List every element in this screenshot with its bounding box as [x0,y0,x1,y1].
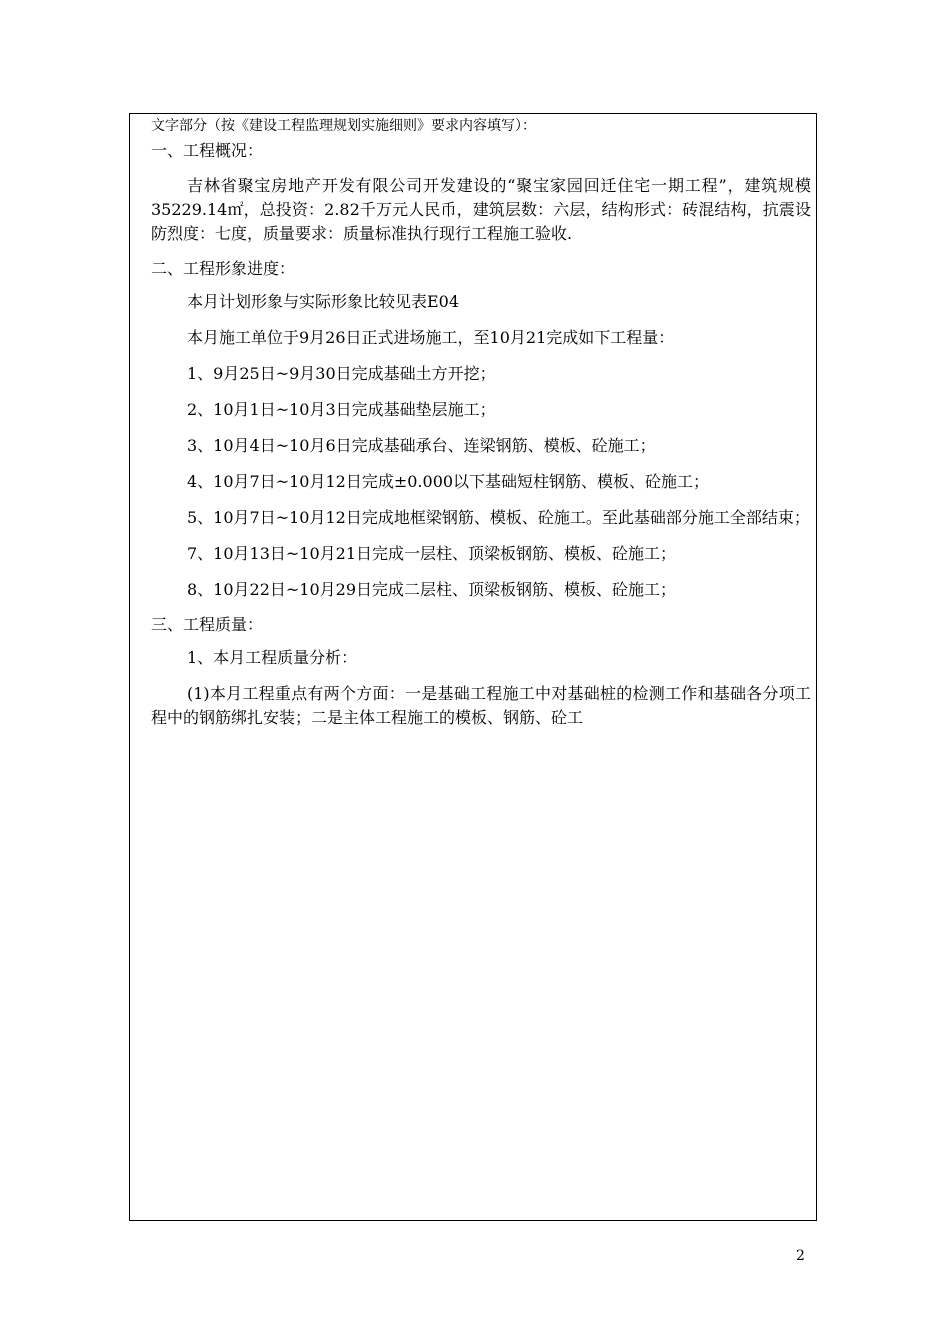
progress-item: 8、10月22日~10月29日完成二层柱、顶梁板钢筋、模板、砼施工； [187,580,677,599]
document-body [151,116,811,730]
progress-item: 3、10月4日~10月6日完成基础承台、连梁钢筋、模板、砼施工； [187,436,656,455]
page-number: 2 [796,1248,805,1264]
intro-line: 文字部分（按《建设工程监理规划实施细则》要求内容填写）： [151,118,536,134]
section-heading-progress: 二、工程形象进度： [151,259,296,278]
progress-compare-line: 本月计划形象与实际形象比较见表E04 [187,292,460,311]
section-heading-quality: 三、工程质量： [151,615,264,634]
quality-subheading: 1、本月工程质量分析： [187,648,358,667]
quality-paragraph: (1)本月工程重点有两个方面：一是基础工程施工中对基础桩的检测工作和基础各分项工程中的钢筋绑扎安装；二是主体工程施工的模板、钢筋、砼工 [151,684,811,727]
progress-item: 5、10月7日~10月12日完成地框梁钢筋、模板、砼施工。至此基础部分施工全部结束； [187,508,810,527]
progress-item: 1、9月25日~9月30日完成基础土方开挖； [187,364,496,383]
progress-item: 7、10月13日~10月21日完成一层柱、顶梁板钢筋、模板、砼施工； [187,544,677,563]
section-heading-overview: 一、工程概况： [151,141,264,160]
overview-paragraph: 吉林省聚宝房地产开发有限公司开发建设的“聚宝家园回迁住宅一期工程”，建筑规模35229.14㎡，总投资：2.82千万元人民币，建筑层数：六层，结构形式：砖混结构，抗震设防烈度：七度，质量要求：质量标准执行现行工程施工验收. [151,176,811,243]
progress-item: 2、10月1日~10月3日完成基础垫层施工； [187,400,496,419]
progress-item: 4、10月7日~10月12日完成±0.000以下基础短柱钢筋、模板、砼施工； [187,472,710,491]
progress-summary-line: 本月施工单位于9月26日正式进场施工，至10月21完成如下工程量： [187,328,675,347]
